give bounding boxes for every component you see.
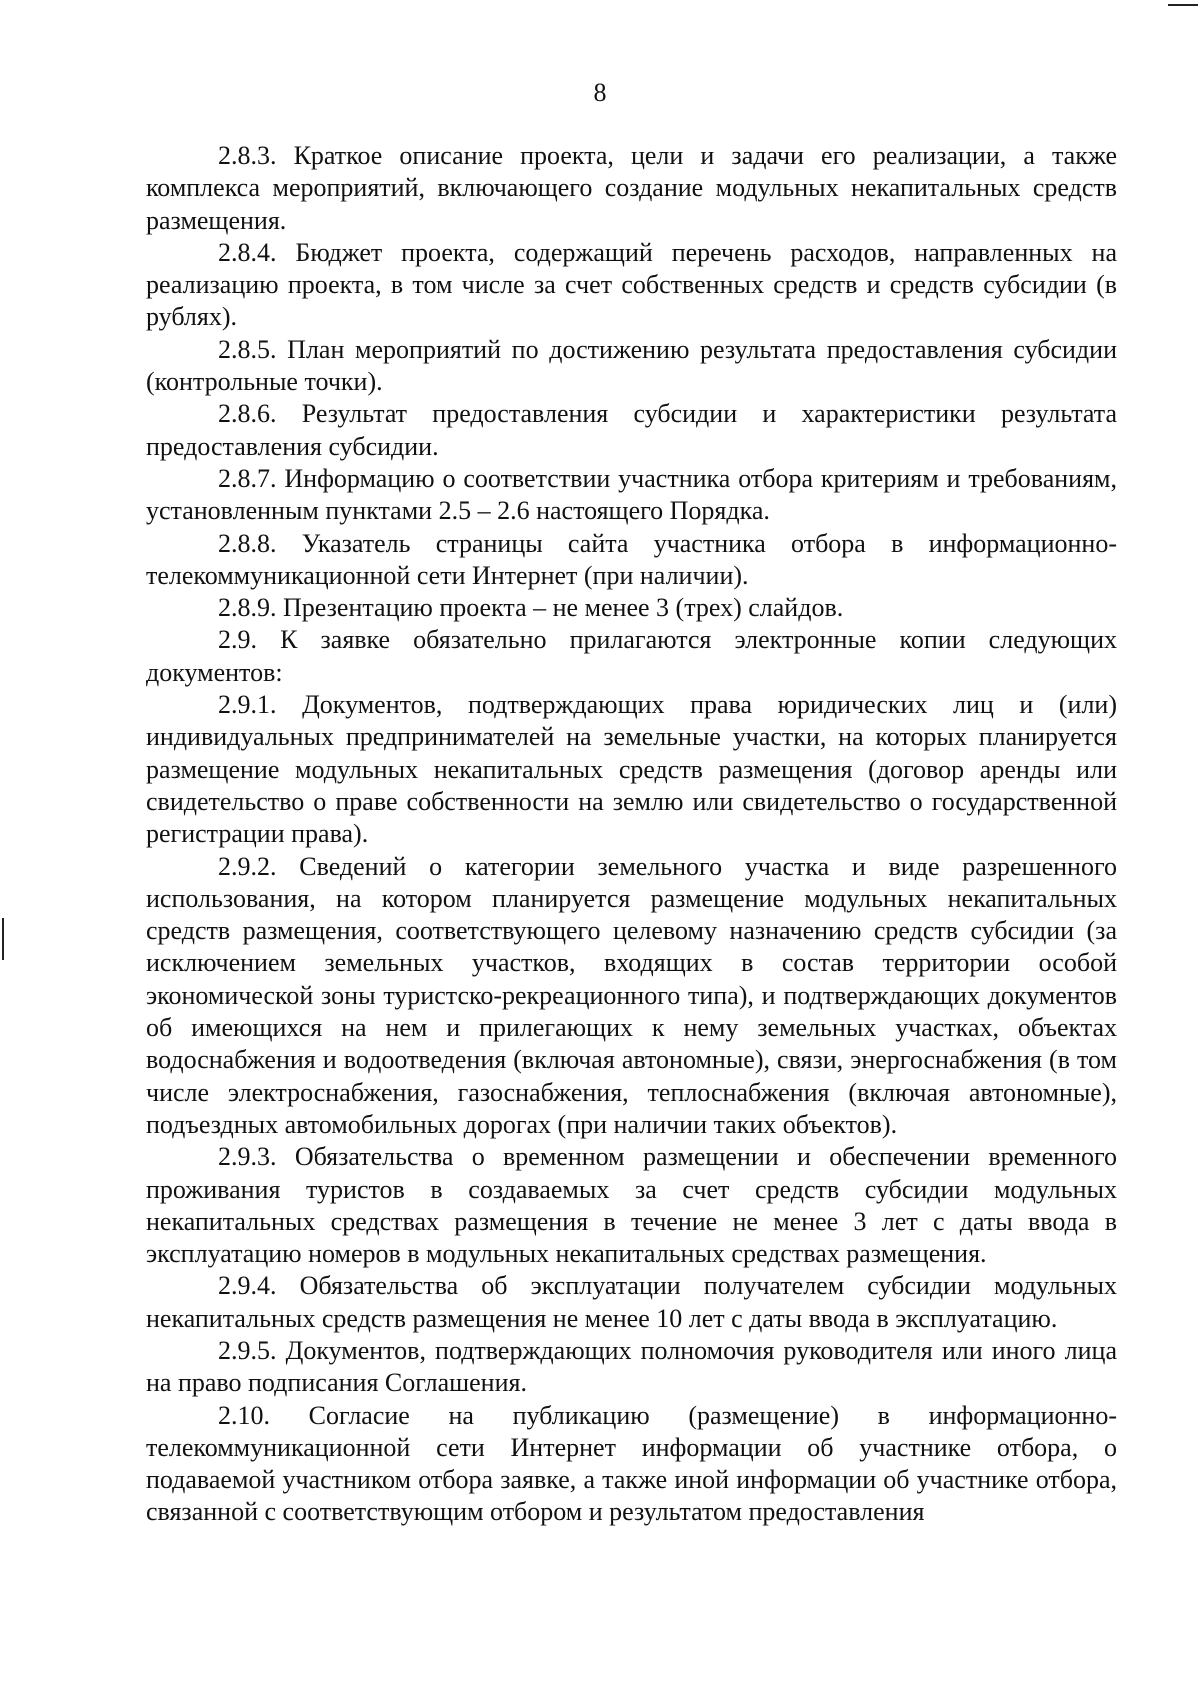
paragraph-2-10: 2.10. Согласие на публикацию (размещение) в информационно-телекоммуникационной сети Интернет информации об участнике отбора, о подаваемой участником отбора заявке, а также иной информации об участнике отбора, связанной с соответствующим отбором и результатом предоставления	[146, 1400, 1117, 1527]
paragraph-2-8-8: 2.8.8. Указатель страницы сайта участника отбора в информационно-телекоммуникационной сети Интернет (при наличии).	[146, 528, 1117, 590]
paragraph-2-8-7: 2.8.7. Информацию о соответствии участника отбора критериям и требованиям, установленным пунктами 2.5 – 2.6 настоящего Порядка.	[146, 463, 1117, 526]
paragraph-2-9-3: 2.9.3. Обязательства о временном размещении и обеспечении временного проживания туристов в создаваемых за счет средств субсидии модульных некапитальных средствах размещения в течение не менее 3 лет с даты ввода в эксплуатацию номеров в модульных некапитальных средствах размещения.	[146, 1142, 1117, 1269]
paragraph-2-8-5: 2.8.5. План мероприятий по достижению результата предоставления субсидии (контрольные точки).	[146, 334, 1117, 397]
paragraph-2-8-4: 2.8.4. Бюджет проекта, содержащий перечень расходов, направленных на реализацию проекта, в том числе за счет собственных средств и средств субсидии (в рублях).	[146, 237, 1117, 332]
paragraph-2-9: 2.9. К заявке обязательно прилагаются электронные копии следующих документов:	[146, 625, 1117, 687]
scan-edge-mark	[1168, 4, 1198, 6]
paragraph-2-8-9: 2.8.9. Презентацию проекта – не менее 3 (трех) слайдов.	[218, 593, 844, 623]
paragraph-2-9-2: 2.9.2. Сведений о категории земельного участка и виде разрешенного использования, на котором планируется размещение модульных некапитальных средств размещения, соответствующего целевому назначению средств субсидии (за исключением земельных участков, входящих в состав территории особой экономической зоны туристско-рекреационного типа), и подтверждающих документов об имеющихся на нем и прилегающих к нему земельных участках, объектах водоснабжения и водоотведения (включая автономные), связи, энергоснабжения (в том числе электроснабжения, газоснабжения, теплоснабжения (включая автономные), подъездных автомобильных дорогах (при наличии таких объектов).	[146, 851, 1117, 1139]
page-number: 8	[593, 78, 607, 107]
paragraph-2-9-4: 2.9.4. Обязательства об эксплуатации получателем субсидии модульных некапитальных средств размещения не менее 10 лет с даты ввода в эксплуатацию.	[146, 1271, 1117, 1333]
paragraph-2-9-1: 2.9.1. Документов, подтверждающих права юридических лиц и (или) индивидуальных предпринимателей на земельные участки, на которых планируется размещение модульных некапитальных средств размещения (договор аренды или свидетельство о праве собственности на землю или свидетельство о государственной регистрации права).	[146, 690, 1117, 849]
paragraph-2-8-3: 2.8.3. Краткое описание проекта, цели и задачи его реализации, а также комплекса мероприятий, включающего создание модульных некапитальных средств размещения.	[146, 141, 1117, 235]
paragraph-2-9-5: 2.9.5. Документов, подтверждающих полномочия руководителя или иного лица на право подписания Соглашения.	[146, 1335, 1117, 1398]
document-body	[146, 140, 1117, 1529]
paragraph-2-8-6: 2.8.6. Результат предоставления субсидии и характеристики результата предоставления субсидии.	[146, 399, 1117, 461]
scan-edge-mark	[2, 918, 4, 960]
